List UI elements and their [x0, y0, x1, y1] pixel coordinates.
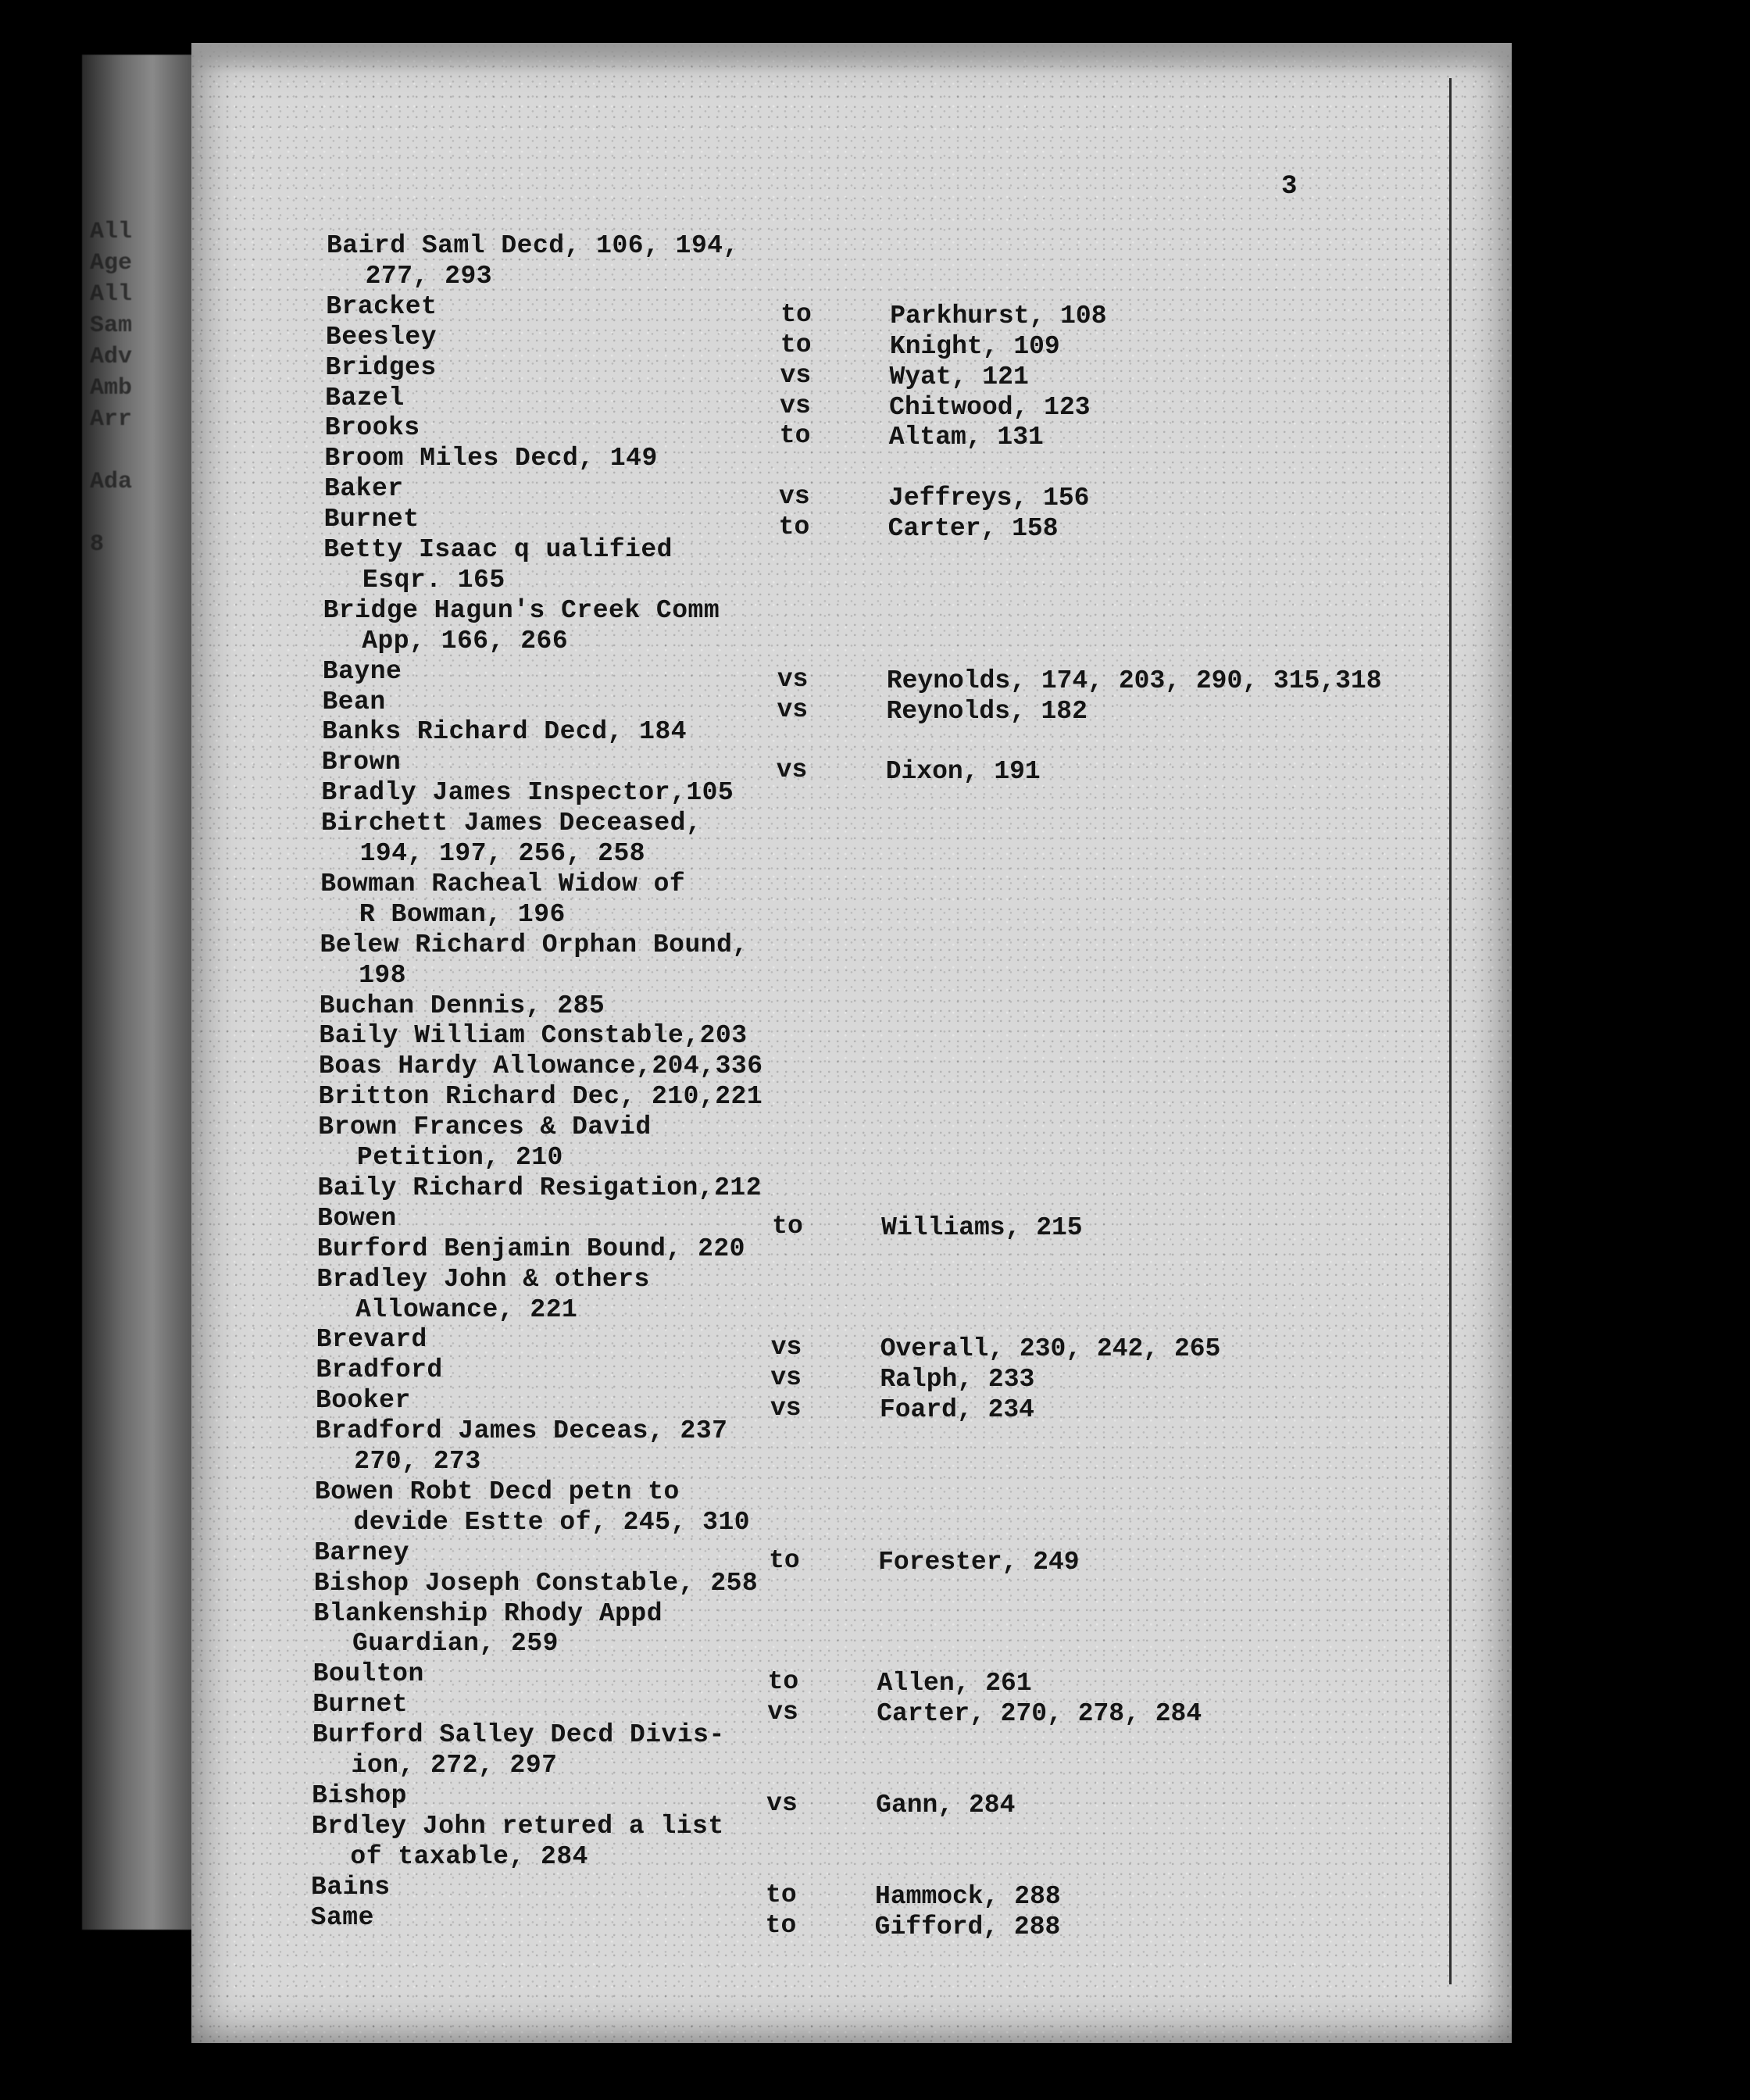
- entry-relation: to: [767, 1667, 799, 1697]
- entry-counterparty: Overall, 230, 242, 265: [880, 1334, 1221, 1364]
- entry-name: Bishop Joseph Constable, 258: [313, 1568, 759, 1598]
- entry-counterparty: Forester, 249: [878, 1547, 1080, 1577]
- entry-counterparty: Gann, 284: [876, 1790, 1016, 1820]
- entry-name: Bains: [311, 1872, 391, 1902]
- entry-continuation: 194, 197, 256, 258: [359, 839, 646, 868]
- entry-name: Bowen: [317, 1203, 397, 1233]
- entry-name: Brooks: [324, 413, 420, 443]
- entry-relation: to: [766, 1880, 797, 1909]
- entry-name: Brown Frances & David: [318, 1112, 652, 1142]
- entry-name: Brown: [321, 748, 402, 777]
- entry-counterparty: Carter, 158: [888, 514, 1059, 544]
- entry-name: Bridge Hagun's Creek Comm: [323, 595, 720, 625]
- entry-name: Brevard: [316, 1325, 427, 1355]
- entry-name: Boulton: [312, 1659, 424, 1689]
- entry-name: Bazel: [325, 383, 405, 412]
- entry-continuation: 198: [359, 960, 407, 990]
- entry-counterparty: Williams, 215: [881, 1212, 1083, 1242]
- entry-name: Burnet: [312, 1690, 409, 1720]
- entry-counterparty: Wyat, 121: [889, 362, 1029, 391]
- entry-counterparty: Ralph, 233: [880, 1365, 1035, 1395]
- entry-counterparty: Altam, 131: [888, 423, 1044, 452]
- ghost-text: Amb: [90, 375, 133, 402]
- entry-counterparty: Knight, 109: [889, 331, 1060, 361]
- entry-name: Beesley: [325, 322, 438, 352]
- entry-relation: to: [765, 1910, 797, 1940]
- entry-name: Burnet: [323, 505, 420, 534]
- ghost-text: Age: [90, 250, 133, 277]
- entry-name: Bowman Racheal Widow of: [320, 869, 686, 898]
- entry-name: Baker: [324, 474, 404, 504]
- entry-counterparty: Hammock, 288: [875, 1881, 1061, 1911]
- entry-counterparty: Reynolds, 182: [886, 696, 1088, 726]
- entry-counterparty: Foard, 234: [879, 1395, 1034, 1425]
- entry-relation: vs: [770, 1333, 802, 1362]
- entry-relation: vs: [776, 755, 808, 785]
- entry-relation: vs: [767, 1698, 798, 1727]
- previous-page-edge: [82, 55, 199, 1930]
- ghost-text: Adv: [90, 344, 133, 370]
- entry-name: Bean: [322, 687, 386, 716]
- entry-relation: vs: [777, 664, 809, 694]
- entry-counterparty: Reynolds, 174, 203, 290, 315,318: [886, 666, 1382, 695]
- entry-continuation: App, 166, 266: [362, 626, 569, 655]
- entry-continuation: Esqr. 165: [362, 565, 505, 595]
- entry-name: Bradford James Deceas, 237: [315, 1416, 728, 1446]
- entry-continuation: Allowance, 221: [355, 1295, 578, 1324]
- entry-continuation: ion, 272, 297: [351, 1751, 558, 1780]
- entry-relation: vs: [770, 1394, 802, 1423]
- entry-counterparty: Chitwood, 123: [889, 392, 1091, 422]
- entry-counterparty: Dixon, 191: [885, 757, 1041, 787]
- ghost-text: Sam: [90, 312, 133, 339]
- entry-name: Bridges: [325, 352, 437, 382]
- entry-name: Betty Isaac q ualified: [323, 535, 673, 564]
- entry-relation: to: [780, 330, 812, 359]
- entry-name: Burford Benjamin Bound, 220: [316, 1234, 745, 1263]
- ghost-text: All: [90, 219, 133, 245]
- entry-relation: vs: [770, 1363, 802, 1393]
- entry-name: Broom Miles Decd, 149: [324, 444, 658, 473]
- entry-continuation: of taxable, 284: [350, 1841, 588, 1871]
- entry-continuation: 277, 293: [365, 261, 493, 291]
- entry-name: Bowen Robt Decd petn to: [314, 1477, 680, 1506]
- entry-continuation: Guardian, 259: [352, 1629, 559, 1659]
- entry-continuation: Petition, 210: [356, 1143, 563, 1172]
- entry-relation: to: [772, 1211, 803, 1241]
- entry-name: Burford Salley Decd Divis-: [312, 1720, 725, 1750]
- entry-name: Bishop: [312, 1780, 407, 1810]
- entry-name: Belew Richard Orphan Bound,: [320, 930, 748, 959]
- entry-relation: to: [780, 299, 812, 329]
- entry-relation: vs: [780, 391, 811, 420]
- entry-name: Bradford: [316, 1355, 443, 1385]
- entry-name: Booker: [315, 1386, 411, 1416]
- ghost-text: 8: [90, 531, 105, 558]
- entry-name: Bradly James Inspector,105: [321, 778, 734, 808]
- entry-name: Barney: [314, 1538, 409, 1567]
- entry-relation: to: [778, 512, 810, 542]
- entry-continuation: 270, 273: [354, 1447, 481, 1476]
- entry-name: Baily Richard Resigation,212: [317, 1173, 762, 1202]
- entry-name: Baird Saml Decd, 106, 194,: [327, 231, 739, 260]
- entry-name: Birchett James Deceased,: [320, 809, 702, 838]
- entry-name: Baily William Constable,203: [319, 1021, 748, 1051]
- entry-name: Banks Richard Decd, 184: [322, 717, 688, 747]
- entry-name: Boas Hardy Allowance,204,336: [319, 1052, 763, 1081]
- entry-relation: to: [779, 421, 811, 451]
- entry-name: Buchan Dennis, 285: [319, 991, 605, 1020]
- entry-counterparty: Carter, 270, 278, 284: [877, 1699, 1202, 1729]
- page-number: 3: [1281, 172, 1298, 202]
- page-right-border: [1449, 78, 1452, 1984]
- entry-name: Same: [310, 1902, 374, 1932]
- ghost-text: Arr: [90, 406, 133, 433]
- entry-name: Bradley John & others: [316, 1264, 650, 1294]
- entry-relation: vs: [766, 1788, 798, 1818]
- entry-counterparty: Jeffreys, 156: [888, 484, 1090, 513]
- entry-counterparty: Parkhurst, 108: [890, 301, 1107, 330]
- entry-relation: vs: [777, 695, 809, 724]
- entry-name: Bayne: [322, 656, 402, 686]
- ghost-text: Ada: [90, 469, 133, 495]
- entry-relation: vs: [779, 482, 810, 512]
- entry-name: Britton Richard Dec, 210,221: [318, 1082, 763, 1112]
- entry-continuation: devide Estte of, 245, 310: [353, 1507, 751, 1537]
- ghost-text: All: [90, 281, 133, 308]
- entry-continuation: R Bowman, 196: [359, 899, 566, 929]
- entry-name: Blankenship Rhody Appd: [313, 1598, 663, 1628]
- page-top-shadow: [191, 43, 1512, 74]
- entry-relation: vs: [780, 360, 812, 390]
- entry-counterparty: Gifford, 288: [874, 1912, 1061, 1941]
- entry-name: Brdley John retured a list: [311, 1811, 724, 1841]
- entry-counterparty: Allen, 261: [877, 1669, 1032, 1698]
- entry-name: Bracket: [326, 291, 438, 321]
- entry-relation: to: [769, 1545, 800, 1575]
